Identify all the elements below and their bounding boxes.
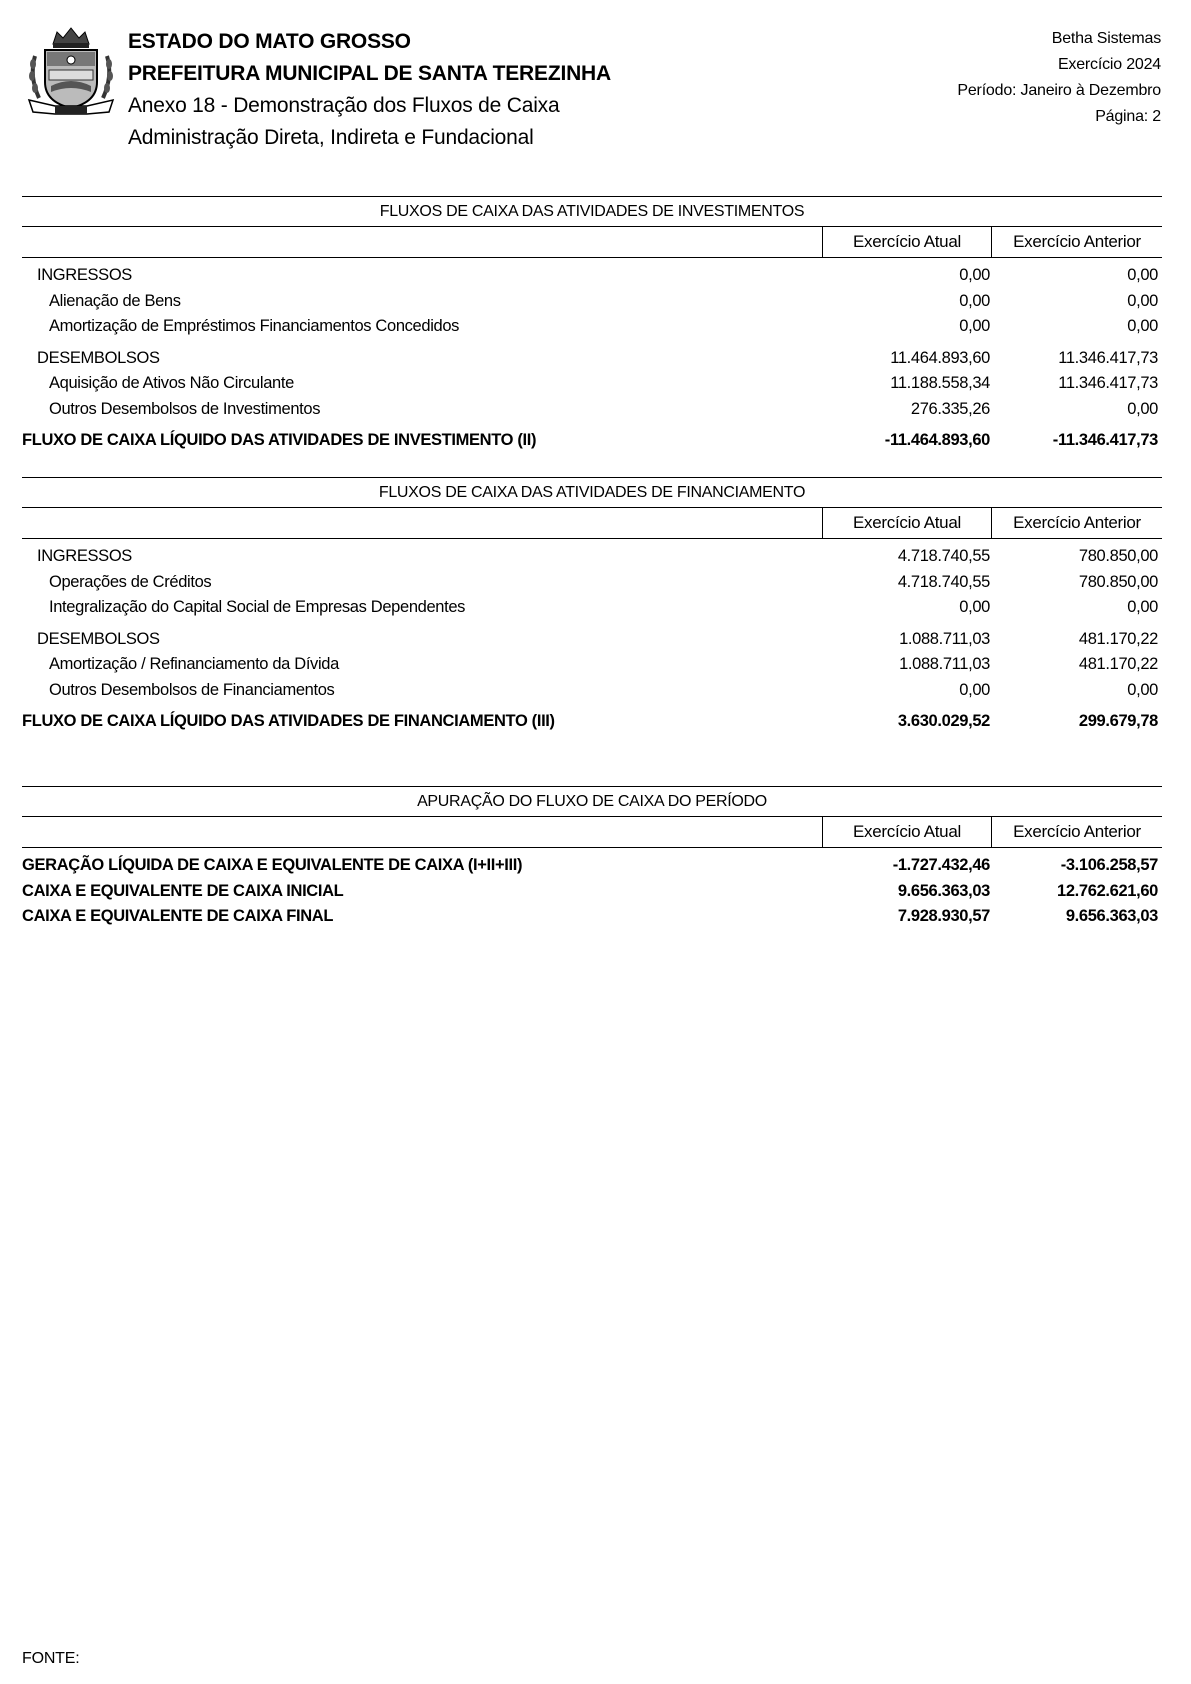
fiscal-year: Exercício 2024 — [1057, 56, 1161, 73]
table-row: INGRESSOS 0,00 0,00 — [37, 266, 1158, 284]
table-row: GERAÇÃO LÍQUIDA DE CAIXA E EQUIVALENTE DE CAIXA (I+II+III) -1.727.432,46 -3.106.258,57 — [22, 856, 1158, 874]
table-row: Alienação de Bens 0,00 0,00 — [49, 291, 1158, 310]
column-headers — [22, 508, 1162, 539]
header-info-block — [957, 26, 1161, 130]
page-number: Página: 2 — [1095, 108, 1161, 125]
table-row: Outros Desembolsos de Investimentos 276.335,26 0,00 — [49, 399, 1158, 418]
column-headers — [22, 817, 1162, 848]
total-row: FLUXO DE CAIXA LÍQUIDO DAS ATIVIDADES DE FINANCIAMENTO (III) 3.630.029,52 299.679,78 — [22, 712, 1158, 730]
table-row: Operações de Créditos 4.718.740,55 780.850,00 — [49, 572, 1158, 591]
table-row: Integralização do Capital Social de Empresas Dependentes 0,00 0,00 — [49, 598, 1158, 616]
table-row: Amortização de Empréstimos Financiamentos Concedidos 0,00 0,00 — [49, 317, 1158, 335]
table-row: DESEMBOLSOS 1.088.711,03 481.170,22 — [37, 629, 1158, 648]
previous-year-header: Exercício Anterior — [991, 508, 1162, 538]
report-scope: Administração Direta, Indireta e Fundacional — [128, 126, 534, 149]
table-row: INGRESSOS 4.718.740,55 780.850,00 — [37, 547, 1158, 565]
section-title: FLUXOS DE CAIXA DAS ATIVIDADES DE INVESTIMENTOS — [22, 196, 1162, 227]
municipality-name: PREFEITURA MUNICIPAL DE SANTA TEREZINHA — [128, 62, 611, 85]
source-footer: FONTE: — [22, 1650, 80, 1667]
current-year-header: Exercício Atual — [822, 227, 991, 257]
section-title: FLUXOS DE CAIXA DAS ATIVIDADES DE FINANCIAMENTO — [22, 477, 1162, 508]
header-title-block — [128, 26, 611, 154]
previous-year-header: Exercício Anterior — [991, 227, 1162, 257]
column-headers — [22, 227, 1162, 258]
report-annex-title: Anexo 18 - Demonstração dos Fluxos de Caixa — [128, 94, 560, 117]
current-year-header: Exercício Atual — [822, 508, 991, 538]
section-title: APURAÇÃO DO FLUXO DE CAIXA DO PERÍODO — [22, 786, 1162, 817]
total-row: FLUXO DE CAIXA LÍQUIDO DAS ATIVIDADES DE INVESTIMENTO (II) -11.464.893,60 -11.346.417,73 — [22, 431, 1158, 449]
table-row: DESEMBOLSOS 11.464.893,60 11.346.417,73 — [37, 348, 1158, 367]
report-period: Período: Janeiro à Dezembro — [957, 82, 1161, 99]
table-row: Outros Desembolsos de Financiamentos 0,00 0,00 — [49, 680, 1158, 699]
investing-activities-section — [22, 196, 1162, 454]
table-row: Aquisição de Ativos Não Circulante 11.188.558,34 11.346.417,73 — [49, 374, 1158, 392]
financing-activities-section — [22, 477, 1162, 735]
current-year-header: Exercício Atual — [822, 817, 991, 847]
system-name: Betha Sistemas — [1051, 30, 1161, 47]
table-row: CAIXA E EQUIVALENTE DE CAIXA INICIAL 9.656.363,03 12.762.621,60 — [22, 881, 1158, 900]
cash-flow-summary-section — [22, 786, 1162, 930]
table-row: CAIXA E EQUIVALENTE DE CAIXA FINAL 7.928.930,57 9.656.363,03 — [22, 907, 1158, 925]
municipal-coat-of-arms-icon — [25, 26, 117, 118]
table-row: Amortização / Refinanciamento da Dívida 1.088.711,03 481.170,22 — [49, 655, 1158, 673]
state-name: ESTADO DO MATO GROSSO — [128, 30, 411, 53]
previous-year-header: Exercício Anterior — [991, 817, 1162, 847]
